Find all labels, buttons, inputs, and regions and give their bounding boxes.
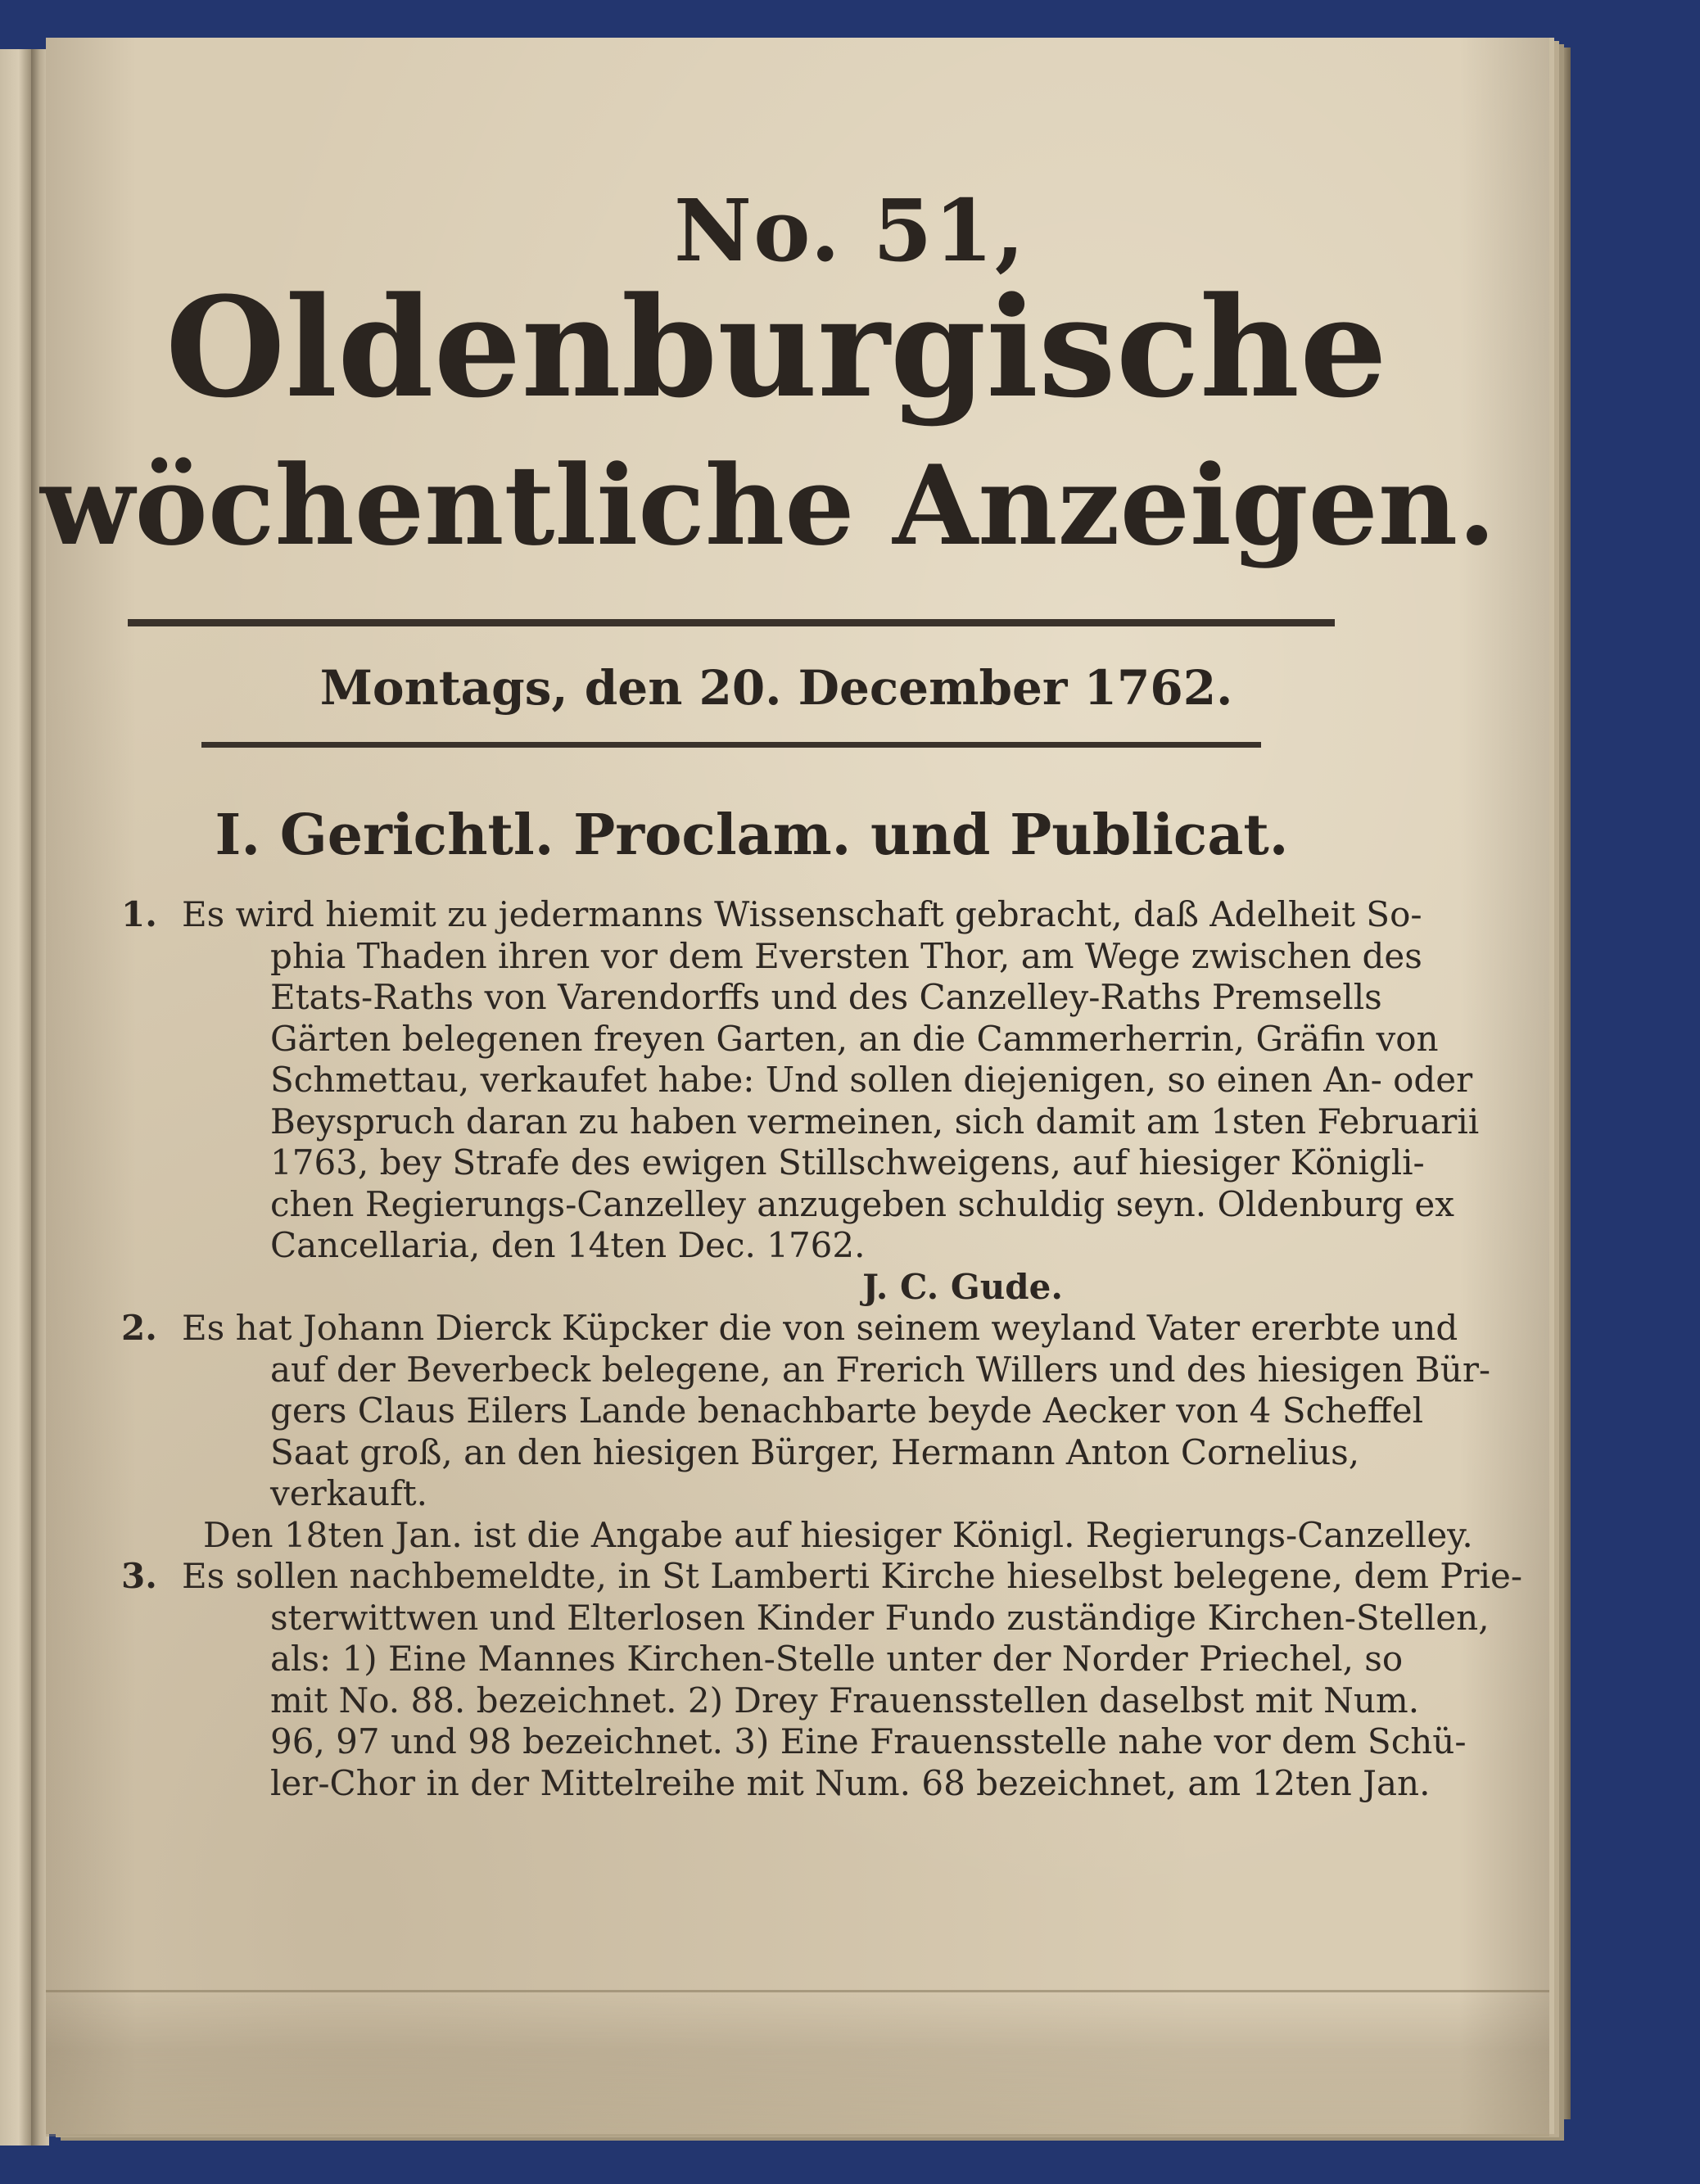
masthead-title: Oldenburgische	[165, 266, 1387, 428]
entry-number: 2.	[121, 1308, 157, 1348]
entry-number: 3.	[121, 1556, 157, 1596]
masthead-rule	[128, 619, 1335, 626]
date-rule	[201, 742, 1261, 748]
issue-date: Montags, den 20. December 1762.	[319, 660, 1233, 716]
entry-line: Es sollen nachbemeldte, in St Lamberti Kirche hieselbst belegene, dem Prie-	[182, 1556, 1523, 1596]
entry-line: Beyspruch daran zu haben vermeinen, sich damit am 1sten Februarii	[270, 1101, 1480, 1142]
entry-notice: Den 18ten Jan. ist die Angabe auf hiesiger Königl. Regierungs-Canzelley.	[203, 1514, 1473, 1555]
entry-line: Etats-Raths von Varendorffs und des Canzelley-Raths Premsells	[270, 977, 1382, 1017]
section-heading: I. Gerichtl. Proclam. und Publicat.	[215, 803, 1289, 868]
entry-line: Cancellaria, den 14ten Dec. 1762.	[270, 1225, 866, 1265]
entry-line: Es hat Johann Dierck Küpcker die von seinem weyland Vater ererbte und	[182, 1308, 1458, 1348]
entry-signature: J. C. Gude.	[862, 1266, 1063, 1307]
entry-2	[121, 1308, 1491, 1515]
entry-line: chen Regierungs-Canzelley anzugeben schuldig seyn. Oldenburg ex	[270, 1183, 1454, 1224]
masthead-subtitle: wöchentliche Anzeigen.	[40, 441, 1496, 570]
entry-line: Gärten belegenen freyen Garten, an die Cammerherrin, Gräfin von	[270, 1018, 1439, 1059]
entry-line: 1763, bey Strafe des ewigen Stillschweigens, auf hiesiger Königli-	[270, 1142, 1425, 1182]
entry-1	[121, 894, 1480, 1308]
entry-line: mit No. 88. bezeichnet. 2) Drey Frauensstellen daselbst mit Num.	[270, 1680, 1420, 1721]
entry-line: gers Claus Eilers Lande benachbarte beyde Aecker von 4 Scheffel	[270, 1390, 1424, 1431]
entry-line: Es wird hiemit zu jedermanns Wissenschaft gebracht, daß Adelheit So-	[182, 894, 1422, 934]
issue-number: No. 51,	[674, 180, 1026, 281]
entry-3	[121, 1556, 1523, 1804]
entry-line: Schmettau, verkaufet habe: Und sollen diejenigen, so einen An- oder	[270, 1060, 1473, 1100]
entry-line: sterwittwen und Elterlosen Kinder Fundo zuständige Kirchen-Stellen,	[270, 1597, 1490, 1638]
entries-column	[121, 894, 1523, 1804]
page-bottom-fold	[46, 1990, 1549, 2137]
entry-number: 1.	[121, 894, 157, 934]
entry-line: ler-Chor in der Mittelreihe mit Num. 68 bezeichnet, am 12ten Jan.	[270, 1762, 1431, 1803]
entry-line: auf der Beverbeck belegene, an Frerich Willers und des hiesigen Bür-	[270, 1349, 1491, 1390]
entry-line: als: 1) Eine Mannes Kirchen-Stelle unter der Norder Priechel, so	[270, 1639, 1404, 1679]
entry-line: 96, 97 und 98 bezeichnet. 3) Eine Frauensstelle nahe vor dem Schü-	[270, 1721, 1467, 1761]
entry-line: Saat groß, an den hiesigen Bürger, Hermann Anton Cornelius,	[270, 1431, 1360, 1472]
entry-line: verkauft.	[270, 1473, 427, 1513]
entry-line: phia Thaden ihren vor dem Eversten Thor, am Wege zwischen des	[270, 935, 1422, 976]
